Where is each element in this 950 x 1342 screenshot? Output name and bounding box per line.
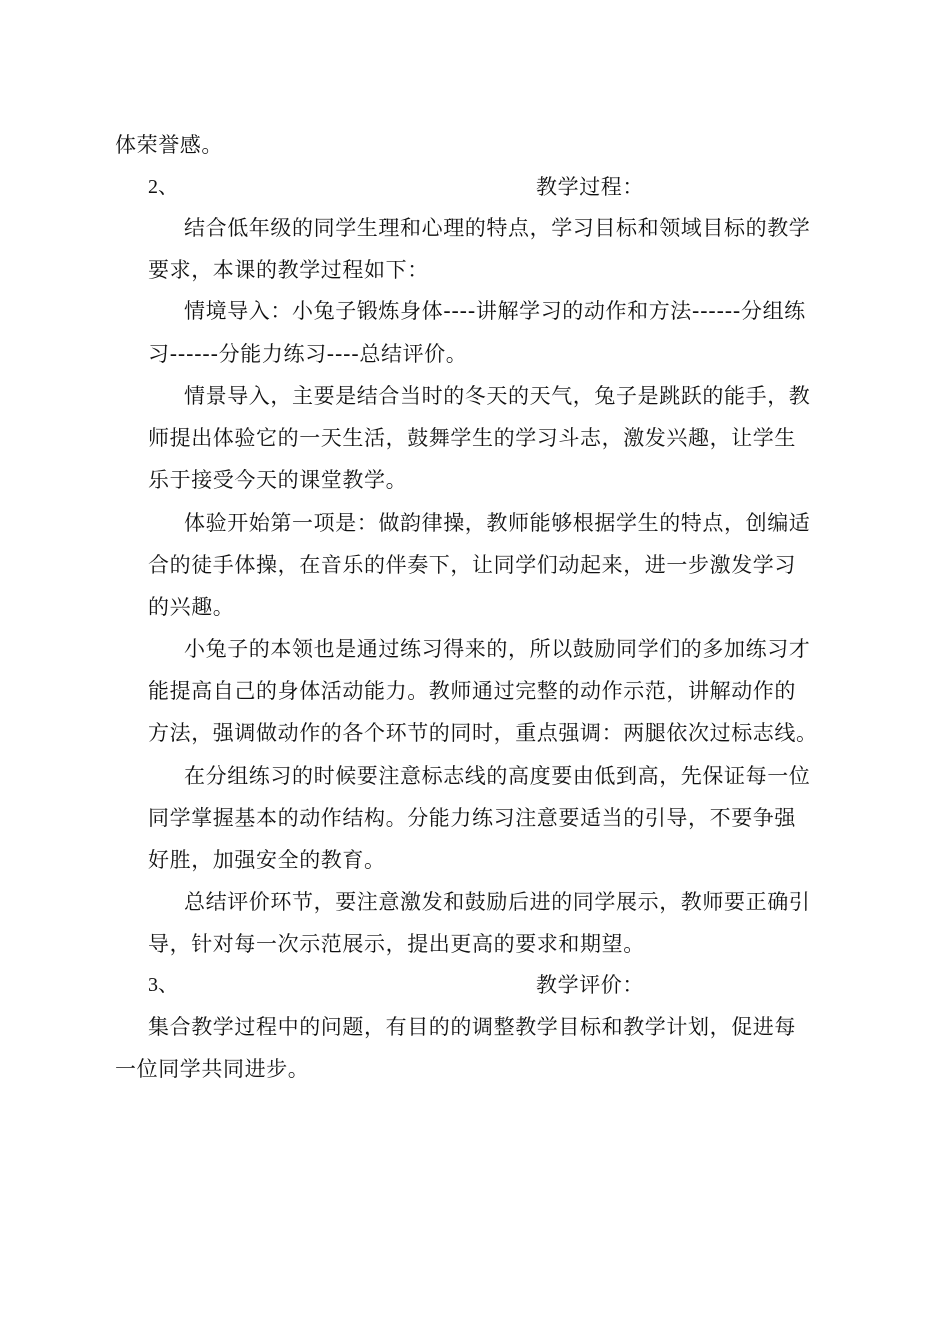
intro-tail-text: 体荣誉感。: [115, 133, 223, 157]
paragraph-5-line-3: 方法，强调做动作的各个环节的同时，重点强调：两腿依次过标志线。: [148, 721, 818, 745]
section-3-title: 教学评价：: [536, 973, 644, 997]
paragraph-4-line-1: 体验开始第一项是：做韵律操，教师能够根据学生的特点，创编适: [184, 511, 811, 535]
closing-line-1: 集合教学过程中的问题，有目的的调整教学目标和教学计划，促进每: [148, 1015, 796, 1039]
paragraph-2-line-1: 情境导入：小兔子锻炼身体----讲解学习的动作和方法------分组练: [184, 299, 806, 323]
paragraph-4-line-3: 的兴趣。: [148, 595, 235, 619]
paragraph-6-line-1: 在分组练习的时候要注意标志线的高度要由低到高，先保证每一位: [184, 764, 811, 788]
paragraph-1-line-2: 要求，本课的教学过程如下：: [148, 258, 429, 282]
section-2-number: 2、: [148, 176, 178, 198]
closing-line-2: 一位同学共同进步。: [115, 1057, 310, 1081]
paragraph-6-line-3: 好胜，加强安全的教育。: [148, 848, 386, 872]
paragraph-3-line-3: 乐于接受今天的课堂教学。: [148, 468, 408, 492]
paragraph-3-line-2: 师提出体验它的一天生活，鼓舞学生的学习斗志，激发兴趣，让学生: [148, 426, 796, 450]
paragraph-7-line-1: 总结评价环节，要注意激发和鼓励后进的同学展示，教师要正确引: [184, 890, 811, 914]
paragraph-7-line-2: 导，针对每一次示范展示，提出更高的要求和期望。: [148, 932, 645, 956]
section-3-number: 3、: [148, 974, 178, 996]
section-2-title: 教学过程：: [536, 175, 644, 199]
paragraph-5-line-2: 能提高自己的身体活动能力。教师通过完整的动作示范，讲解动作的: [148, 679, 796, 703]
paragraph-4-line-2: 合的徒手体操，在音乐的伴奏下，让同学们动起来，进一步激发学习: [148, 553, 796, 577]
paragraph-6-line-2: 同学掌握基本的动作结构。分能力练习注意要适当的引导，不要争强: [148, 806, 796, 830]
paragraph-2-line-2: 习------分能力练习----总结评价。: [148, 342, 468, 366]
paragraph-5-line-1: 小兔子的本领也是通过练习得来的，所以鼓励同学们的多加练习才: [184, 637, 811, 661]
paragraph-3-line-1: 情景导入，主要是结合当时的冬天的天气，兔子是跳跃的能手，教: [184, 384, 811, 408]
paragraph-1-line-1: 结合低年级的同学生理和心理的特点，学习目标和领域目标的教学: [184, 216, 811, 240]
